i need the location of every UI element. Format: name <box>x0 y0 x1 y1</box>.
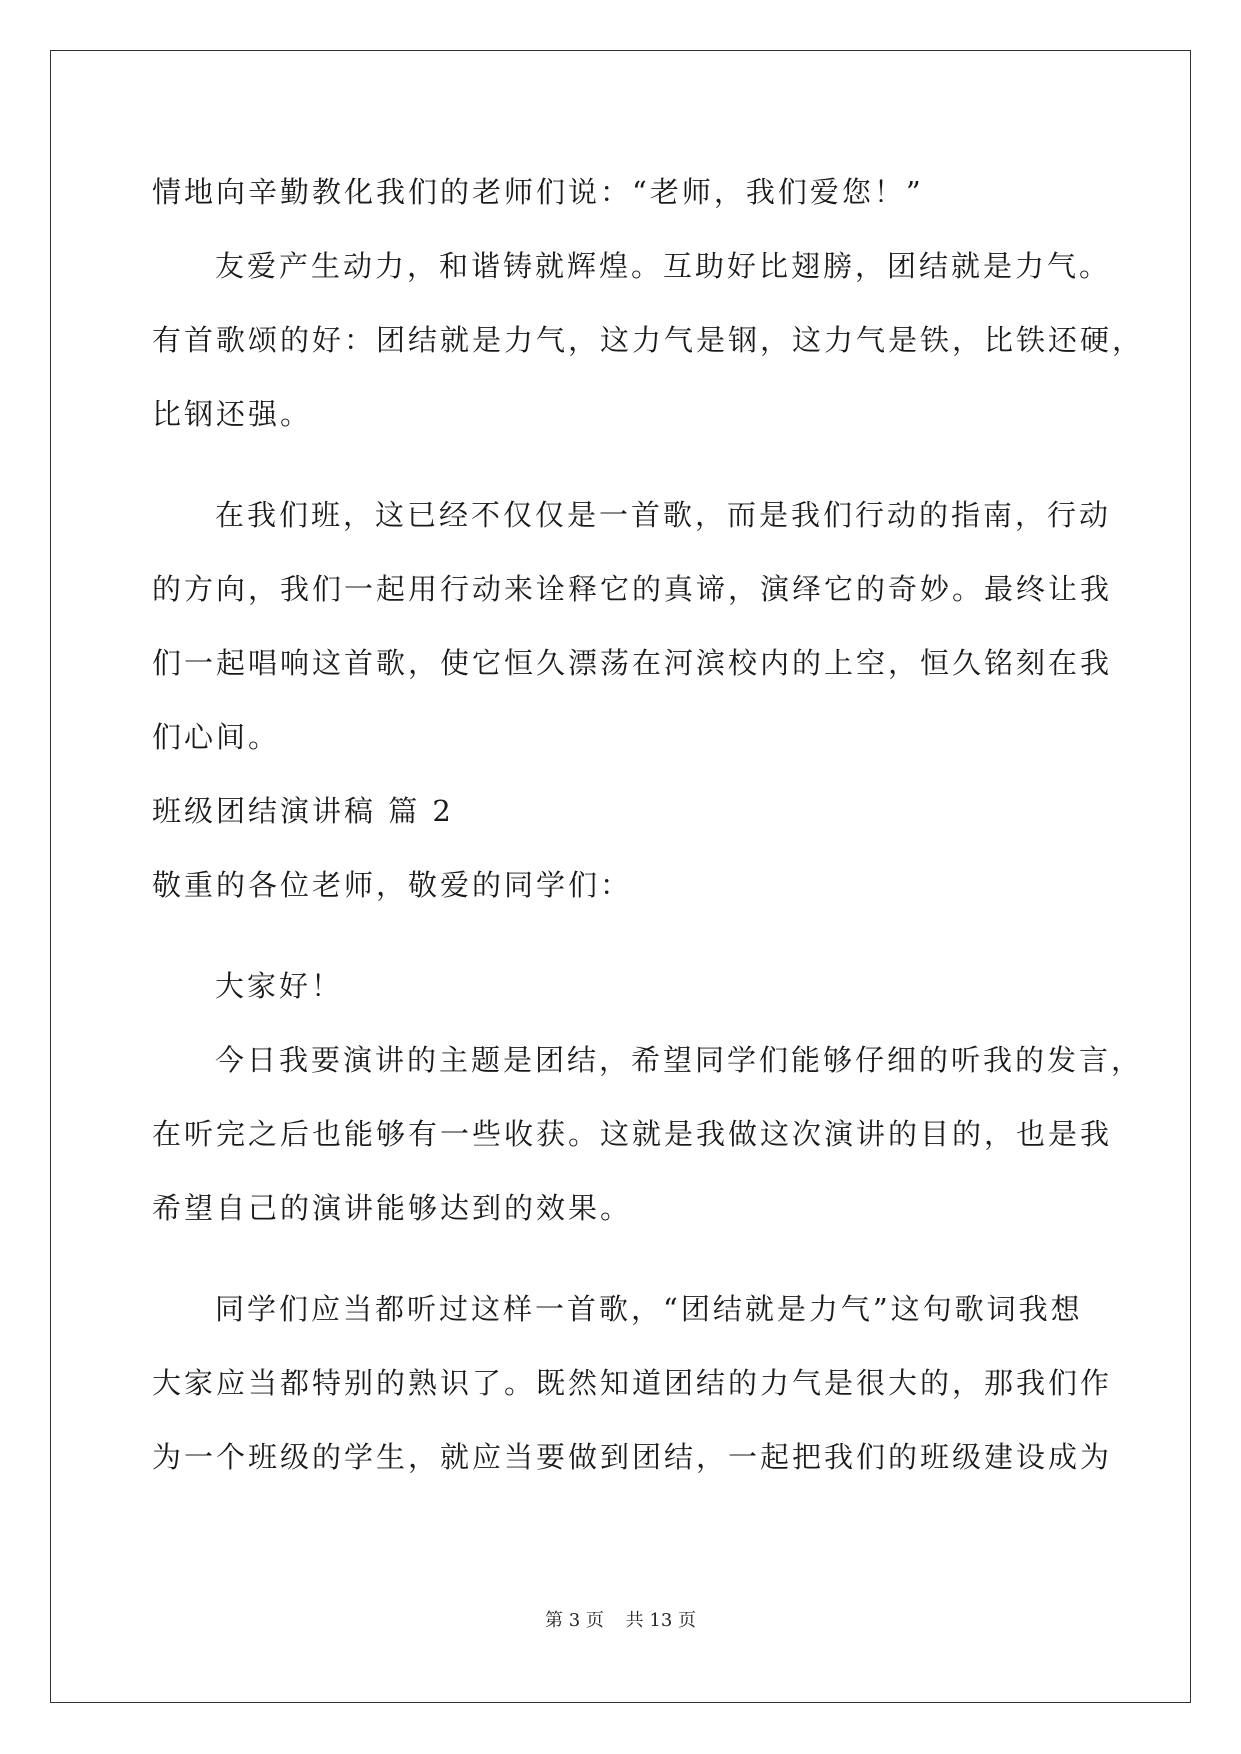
text-line: 友爱产生动力，和谐铸就辉煌。互助好比翅膀，团结就是力气。 <box>215 249 1112 283</box>
text-line: 为一个班级的学生，就应当要做到团结，一起把我们的班级建设成为 <box>152 1440 1113 1474</box>
page-number: 第 3 页 <box>545 1610 604 1631</box>
text-line: 在听完之后也能够有一些收获。这就是我做这次演讲的目的，也是我 <box>152 1117 1113 1151</box>
text-line: 的方向，我们一起用行动来诠释它的真谛，演绎它的奇妙。最终让我 <box>152 572 1113 606</box>
page-total: 共 13 页 <box>625 1610 696 1631</box>
text-line: 们一起唱响这首歌，使它恒久漂荡在河滨校内的上空，恒久铭刻在我 <box>152 646 1113 680</box>
text-line: 比钢还强。 <box>152 397 313 431</box>
text-line: 大家应当都特别的熟识了。既然知道团结的力气是很大的，那我们作 <box>152 1366 1113 1400</box>
text-line: 同学们应当都听过这样一首歌，“团结就是力气”这句歌词我想 <box>215 1292 1083 1326</box>
text-line: 在我们班，这已经不仅仅是一首歌，而是我们行动的指南，行动 <box>215 498 1112 532</box>
text-line: 情地向辛勤教化我们的老师们说：“老师，我们爱您！” <box>152 175 924 209</box>
text-line: 大家好！ <box>215 969 344 1003</box>
text-line: 敬重的各位老师，敬爱的同学们： <box>152 868 633 902</box>
text-line: 们心间。 <box>152 720 281 754</box>
text-line: 有首歌颂的好：团结就是力气，这力气是钢，这力气是铁，比铁还硬， <box>152 323 1145 357</box>
section-heading: 班级团结演讲稿 篇 2 <box>152 794 454 828</box>
text-line: 今日我要演讲的主题是团结，希望同学们能够仔细的听我的发言， <box>215 1043 1144 1077</box>
page-footer <box>0 1609 1241 1633</box>
text-line: 希望自己的演讲能够达到的效果。 <box>152 1191 633 1225</box>
